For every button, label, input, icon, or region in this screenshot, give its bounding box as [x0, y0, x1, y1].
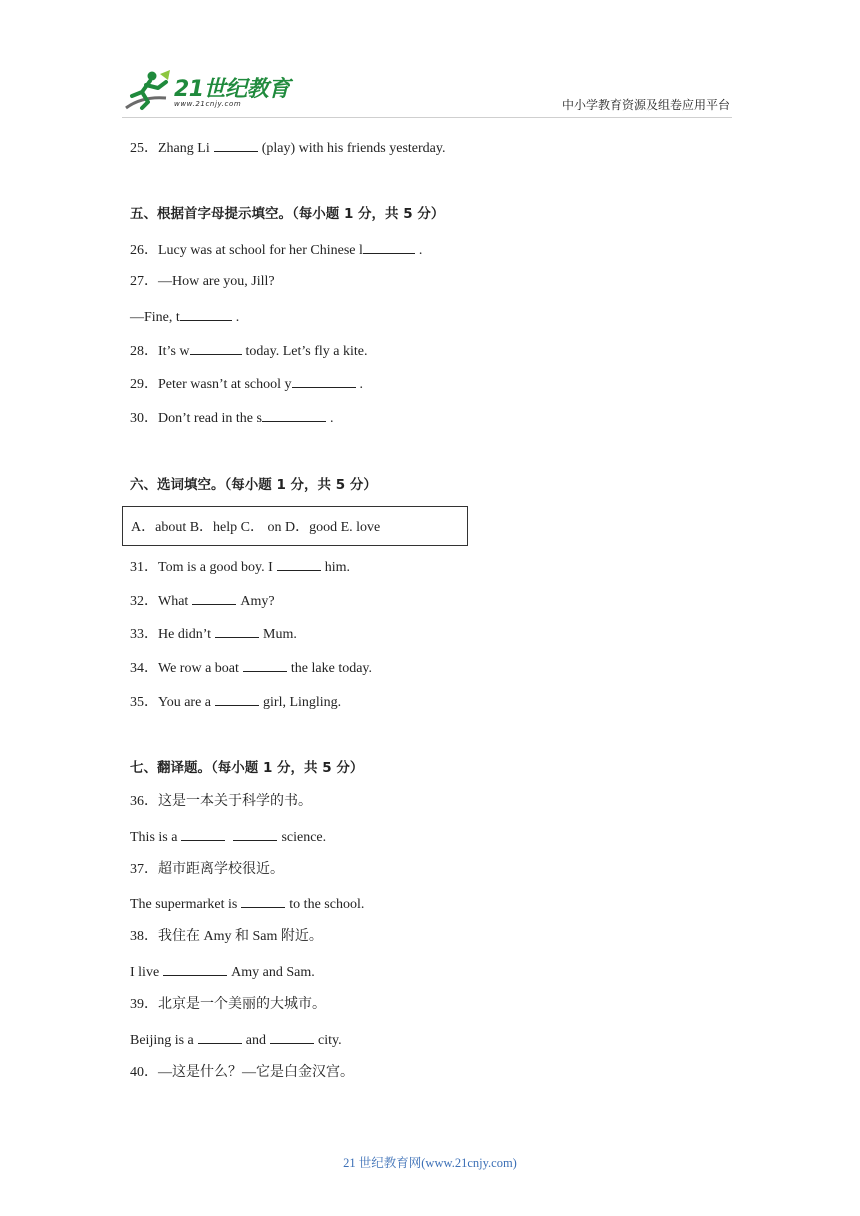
answer-blank[interactable] [198, 1029, 242, 1044]
answer-blank[interactable] [215, 691, 259, 706]
question-30: 30．Don’t read in the s . [130, 407, 333, 429]
question-27-reply: —Fine, t . [130, 306, 239, 328]
question-39: 39．北京是一个美丽的大城市。 [130, 997, 326, 1012]
question-39-answer: Beijing is a and city. [130, 1029, 342, 1051]
answer-blank[interactable] [215, 623, 259, 638]
answer-blank[interactable] [262, 407, 326, 422]
section-5-title: 五、根据首字母提示填空。（每小题 1 分，共 5 分） [130, 206, 445, 222]
question-32: 32．What Amy? [130, 590, 275, 612]
answer-blank[interactable] [292, 373, 356, 388]
answer-blank[interactable] [233, 826, 277, 841]
answer-blank[interactable] [363, 239, 415, 254]
answer-blank[interactable] [163, 961, 227, 976]
section-6-title: 六、选词填空。（每小题 1 分，共 5 分） [130, 477, 377, 493]
question-25: 25．Zhang Li (play) with his friends yesterday. [130, 137, 445, 159]
answer-blank[interactable] [180, 306, 232, 321]
question-26: 26．Lucy was at school for her Chinese l . [130, 239, 422, 261]
question-40: 40．—这是什么？—它是白金汉宫。 [130, 1065, 354, 1080]
word-options: A．about B．help C． on D．good E. love [131, 520, 381, 535]
question-35: 35．You are a girl, Lingling. [130, 691, 341, 713]
footer-text: 21 世纪教育网(www.21cnjy.com) [343, 1156, 517, 1170]
question-29: 29．Peter wasn’t at school y . [130, 373, 363, 395]
answer-blank[interactable] [190, 340, 242, 355]
answer-blank[interactable] [181, 826, 225, 841]
answer-blank[interactable] [241, 893, 285, 908]
question-34: 34．We row a boat the lake today. [130, 657, 372, 679]
logo-text: 21世纪教育 [174, 77, 290, 102]
question-37-answer: The supermarket is to the school. [130, 893, 364, 915]
runner-logo-icon [122, 68, 174, 112]
platform-name: 中小学教育资源及组卷应用平台 [561, 98, 730, 112]
header-divider [122, 117, 732, 118]
question-28: 28．It’s w today. Let’s fly a kite. [130, 340, 367, 362]
question-33: 33．He didn’t Mum. [130, 623, 297, 645]
answer-blank[interactable] [214, 137, 258, 152]
answer-blank[interactable] [270, 1029, 314, 1044]
logo [122, 68, 292, 116]
answer-blank[interactable] [243, 657, 287, 672]
question-36: 36．这是一本关于科学的书。 [130, 794, 312, 809]
section-7-title: 七、翻译题。（每小题 1 分，共 5 分） [130, 760, 364, 776]
logo-url: www.21cnjy.com [174, 100, 242, 108]
answer-blank[interactable] [277, 556, 321, 571]
question-36-answer: This is a science. [130, 826, 326, 848]
question-37: 37．超市距离学校很近。 [130, 862, 284, 877]
word-options-box [122, 506, 468, 546]
page-header [0, 0, 860, 125]
answer-blank[interactable] [192, 590, 236, 605]
question-27: 27．—How are you, Jill? [130, 274, 275, 289]
question-38-answer: I live Amy and Sam. [130, 961, 315, 983]
question-31: 31．Tom is a good boy. I him. [130, 556, 350, 578]
question-38: 38．我住在 Amy 和 Sam 附近。 [130, 929, 323, 944]
